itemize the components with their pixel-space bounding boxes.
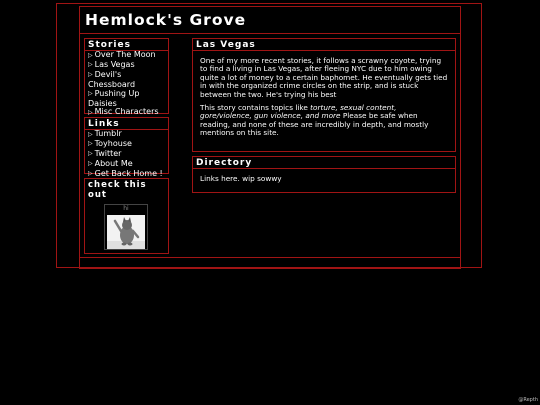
- stories-item-pushing-up-daisies[interactable]: [88, 90, 168, 109]
- arrow-right-icon: ▷: [88, 160, 93, 168]
- promo-image-frame[interactable]: [104, 204, 148, 250]
- las-vegas-paragraph-2: [200, 104, 449, 138]
- links-link[interactable]: Toyhouse: [94, 138, 132, 148]
- links-list: [85, 130, 168, 180]
- stories-link[interactable]: Over The Moon: [94, 50, 156, 59]
- links-box: [84, 117, 169, 178]
- cat-photo-icon: [107, 215, 145, 249]
- links-link[interactable]: Twitter: [94, 148, 122, 158]
- warning-tail: Please be safe when reading, and none of these are incredibly in depth, and mostly mentions on this site.: [200, 111, 429, 138]
- links-link[interactable]: About Me: [94, 158, 133, 168]
- arrow-right-icon: ▷: [88, 130, 93, 138]
- arrow-right-icon: ▷: [88, 108, 93, 116]
- stories-link[interactable]: Las Vegas: [94, 59, 135, 69]
- arrow-right-icon: ▷: [88, 90, 93, 98]
- directory-section: [192, 156, 456, 193]
- arrow-right-icon: ▷: [88, 61, 93, 69]
- las-vegas-paragraph-1: One of my more recent stories, it follows a scrawny coyote, trying to find a living in Las Vegas, after fleeing NYC due to him owing quite a lot of money to a certain baphomet. He eventually gets tied in with the organized crime circles on the strip, and is stuck between the two. He's trying his best: [200, 56, 448, 99]
- header-divider: [79, 33, 461, 34]
- content-warnings: torture, sexual content, gore/violence, gun violence, and more: [200, 103, 397, 121]
- directory-text: Links here. wip sowwy: [200, 174, 282, 183]
- stories-heading: Stories: [85, 39, 168, 51]
- links-link[interactable]: Get Back Home !: [94, 168, 163, 178]
- directory-body: [193, 169, 455, 183]
- stories-link[interactable]: Misc Characters: [94, 107, 159, 117]
- arrow-right-icon: ▷: [88, 150, 93, 158]
- stories-item-devils-chessboard[interactable]: [88, 71, 168, 90]
- links-heading: Links: [85, 118, 168, 130]
- las-vegas-body: [193, 51, 455, 138]
- stories-list: [85, 51, 168, 118]
- arrow-right-icon: ▷: [88, 71, 93, 79]
- site-title: Hemlock's Grove: [85, 11, 247, 29]
- stories-box: [84, 38, 169, 117]
- las-vegas-section: [192, 38, 456, 152]
- arrow-right-icon: ▷: [88, 140, 93, 148]
- credit-text: @Repth: [518, 397, 538, 403]
- footer-bar: [79, 257, 461, 269]
- promo-caption: hi: [123, 205, 129, 212]
- promo-image: [107, 215, 145, 249]
- arrow-right-icon: ▷: [88, 170, 93, 178]
- stories-link[interactable]: Devil's Chessboard: [88, 69, 136, 89]
- warning-lead: This story contains topics like: [200, 103, 311, 113]
- las-vegas-heading: Las Vegas: [193, 39, 455, 51]
- links-link[interactable]: Tumblr: [94, 129, 122, 138]
- promo-heading: check this out: [88, 180, 147, 200]
- directory-heading: Directory: [193, 157, 455, 169]
- arrow-right-icon: ▷: [88, 51, 93, 59]
- stories-link[interactable]: Pushing Up Daisies: [88, 88, 140, 108]
